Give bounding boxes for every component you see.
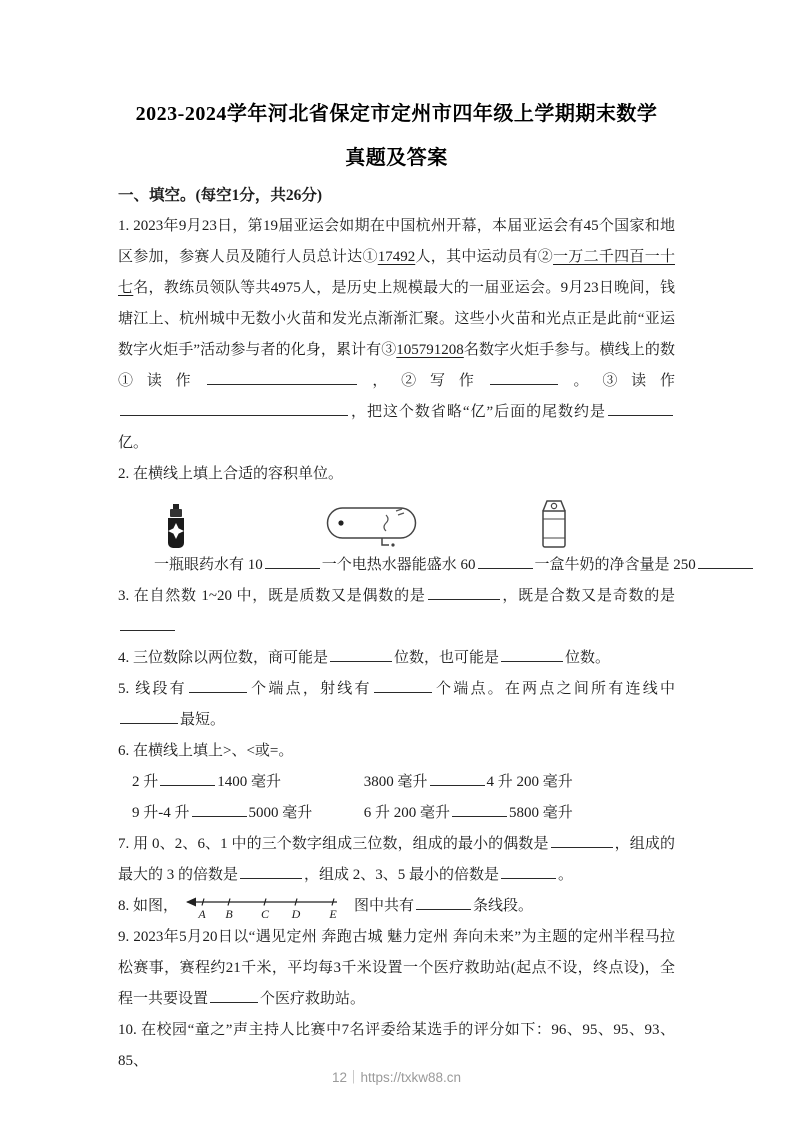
q6-compare-4 [364, 805, 573, 821]
q7-text-2: ，组成的最大的 3 的倍数是 [118, 836, 675, 883]
q9-blank-1 [210, 988, 258, 1003]
q3-blank-2 [120, 616, 175, 631]
q6-1-left: 2 升 [132, 774, 159, 790]
q2-intro: 2. 在横线上填上合适的容积单位。 [118, 466, 344, 482]
q5-text-2: 个端点，射线有 [248, 681, 372, 697]
page-title [118, 92, 675, 180]
footer-page-url: 12｜https://txkw88.cn [331, 1070, 462, 1085]
q6-row-2 [118, 798, 675, 829]
q1-text-4: 名数字火炬手参与。横线上的数①读作 [118, 342, 675, 389]
milk-box-image [535, 494, 755, 550]
q7-text-4: 。 [558, 867, 574, 883]
q1-text-5: ，②写作 [358, 373, 488, 389]
q1-underlined-value-3: 105791208 [396, 342, 464, 358]
q2-caption-2-text: 一个电热水器能盛水 60 [321, 557, 476, 573]
q4-blank-1 [330, 647, 392, 662]
q1-blank-3 [120, 401, 348, 416]
q5-text-4: 最短。 [180, 712, 226, 728]
water-heater-icon [326, 504, 421, 550]
q2-blank-3 [698, 554, 753, 569]
question-5 [118, 674, 675, 736]
q6-compare-3 [132, 798, 360, 829]
q1-text-3: 名，教练员领队等共4975人，是历史上规模最大的一届亚运会。9月23日晚间，钱塘江上、杭州城中无数小火苗和发光点渐渐汇聚。这些小火苗和光点正是此前“亚运数字火炬手”活动参与者的化身，累计有③ [118, 280, 675, 358]
q5-blank-1 [189, 678, 247, 693]
q3-text-2: ，既是合数又是奇数的是 [501, 588, 675, 604]
q6-3-right: 5000 毫升 [248, 805, 313, 821]
q5-text-3: 个端点。在两点之间所有连线中 [433, 681, 675, 697]
q2-caption-3-text: 一盒牛奶的净含量是 250 [534, 557, 696, 573]
q1-text-8: 亿。 [118, 435, 149, 451]
q1-underlined-value-1: 17492 [377, 249, 416, 265]
q2-column-milk-box [535, 494, 755, 581]
q4-text-3: 位数。 [565, 650, 611, 666]
eye-drops-image [154, 494, 322, 550]
q1-text-2: 人，其中运动员有② [415, 249, 554, 265]
q3-text-1: 3. 在自然数 1~20 中，既是质数又是偶数的是 [118, 588, 426, 604]
question-1 [118, 211, 675, 459]
q2-column-eye-drops [118, 494, 322, 581]
q6-1-right: 1400 毫升 [217, 774, 282, 790]
q7-blank-3 [501, 864, 556, 879]
q6-blank-3 [192, 802, 247, 817]
q8-blank-1 [416, 895, 471, 910]
figure-point-c: C [261, 906, 270, 921]
q1-underlined-value-2: 一万二千四百一十七 [118, 249, 675, 296]
q6-row-1 [118, 767, 675, 798]
figure-arrowhead [186, 897, 196, 906]
question-4 [118, 643, 675, 674]
q7-text-3: ，组成 2、3、5 最小的倍数是 [304, 867, 500, 883]
q6-4-right: 5800 毫升 [509, 805, 573, 821]
q1-blank-4 [608, 401, 673, 416]
question-9 [118, 922, 675, 1015]
question-3 [118, 581, 675, 643]
q7-blank-1 [551, 833, 613, 848]
q6-compare-2 [364, 774, 573, 790]
section-heading: 一、填空。(每空1分，共26分) [118, 187, 323, 204]
title-line-1: 2023-2024学年河北省保定市定州市四年级上学期期末数学 [135, 103, 658, 125]
q6-compare-1 [132, 767, 360, 798]
q5-text-1: 5. 线段有 [118, 681, 187, 697]
figure-point-e: E [329, 906, 337, 921]
q2-images-and-captions [118, 494, 696, 581]
water-heater-image [322, 494, 535, 550]
question-2 [118, 459, 696, 581]
q2-blank-2 [478, 554, 533, 569]
q1-text-6: 。③读作 [559, 373, 675, 389]
q6-blank-1 [160, 771, 215, 786]
q1-text-7: ，把这个数省略“亿”后面的尾数约是 [350, 404, 606, 420]
q6-intro: 6. 在横线上填上>、<或=。 [118, 743, 294, 759]
q9-text-1: 9. 2023年5月20日以“遇见定州 奔跑古城 魅力定州 奔向未来”为主题的定州半程马拉松赛事，赛程约21千米，平均每3千米设置一个医疗救助站(起点不设，终点设)，全程一共要设置 [118, 929, 675, 1007]
q1-blank-1 [207, 370, 357, 385]
question-8 [118, 891, 675, 922]
q8-text-3: 条线段。 [473, 898, 534, 914]
q6-4-left: 6 升 200 毫升 [363, 805, 451, 821]
q4-text-2: 位数，也可能是 [394, 650, 500, 666]
q6-blank-2 [430, 771, 485, 786]
q2-caption-1-text: 一瓶眼药水有 10 [154, 557, 263, 573]
eye-drops-icon [164, 504, 188, 550]
figure-point-a: A [198, 906, 206, 921]
question-7 [118, 829, 675, 891]
q2-blank-1 [265, 554, 320, 569]
q1-text-1: 1. 2023年9月23日，第19届亚运会如期在中国杭州开幕，本届亚运会有45个国家和地区参加，参赛人员及随行人员总计达① [118, 218, 675, 265]
q6-2-left: 3800 毫升 [363, 774, 428, 790]
question-6 [118, 736, 675, 829]
figure-point-b: B [225, 906, 233, 921]
q10-text: 10. 在校园“童之”声主持人比赛中7名评委给某选手的评分如下：96、95、95、93、85、 [118, 1022, 675, 1069]
q6-3-left: 9 升-4 升 [132, 805, 190, 821]
q3-blank-1 [428, 585, 500, 600]
q2-caption-1 [154, 550, 322, 581]
q9-text-2: 个医疗救助站。 [260, 991, 366, 1007]
q2-caption-3 [535, 550, 755, 581]
q7-blank-2 [240, 864, 302, 879]
q4-text-1: 4. 三位数除以两位数，商可能是 [118, 650, 329, 666]
title-line-2: 真题及答案 [345, 147, 448, 169]
figure-point-d: D [291, 906, 301, 921]
q8-text-2: 图中共有 [354, 898, 415, 914]
q6-2-right: 4 升 200 毫升 [486, 774, 573, 790]
q5-blank-3 [120, 709, 178, 724]
q1-blank-2 [490, 370, 558, 385]
q6-blank-4 [452, 802, 507, 817]
q4-blank-2 [501, 647, 563, 662]
q8-text-1: 8. 如图， [118, 898, 179, 914]
line-segment-figure [184, 893, 340, 921]
q7-text-1: 7. 用 0、2、6、1 中的三个数字组成三位数，组成的最小的偶数是 [118, 836, 549, 852]
q5-blank-2 [374, 678, 432, 693]
milk-carton-icon [537, 498, 571, 550]
q2-column-water-heater [322, 494, 535, 581]
q2-caption-2 [322, 550, 535, 581]
